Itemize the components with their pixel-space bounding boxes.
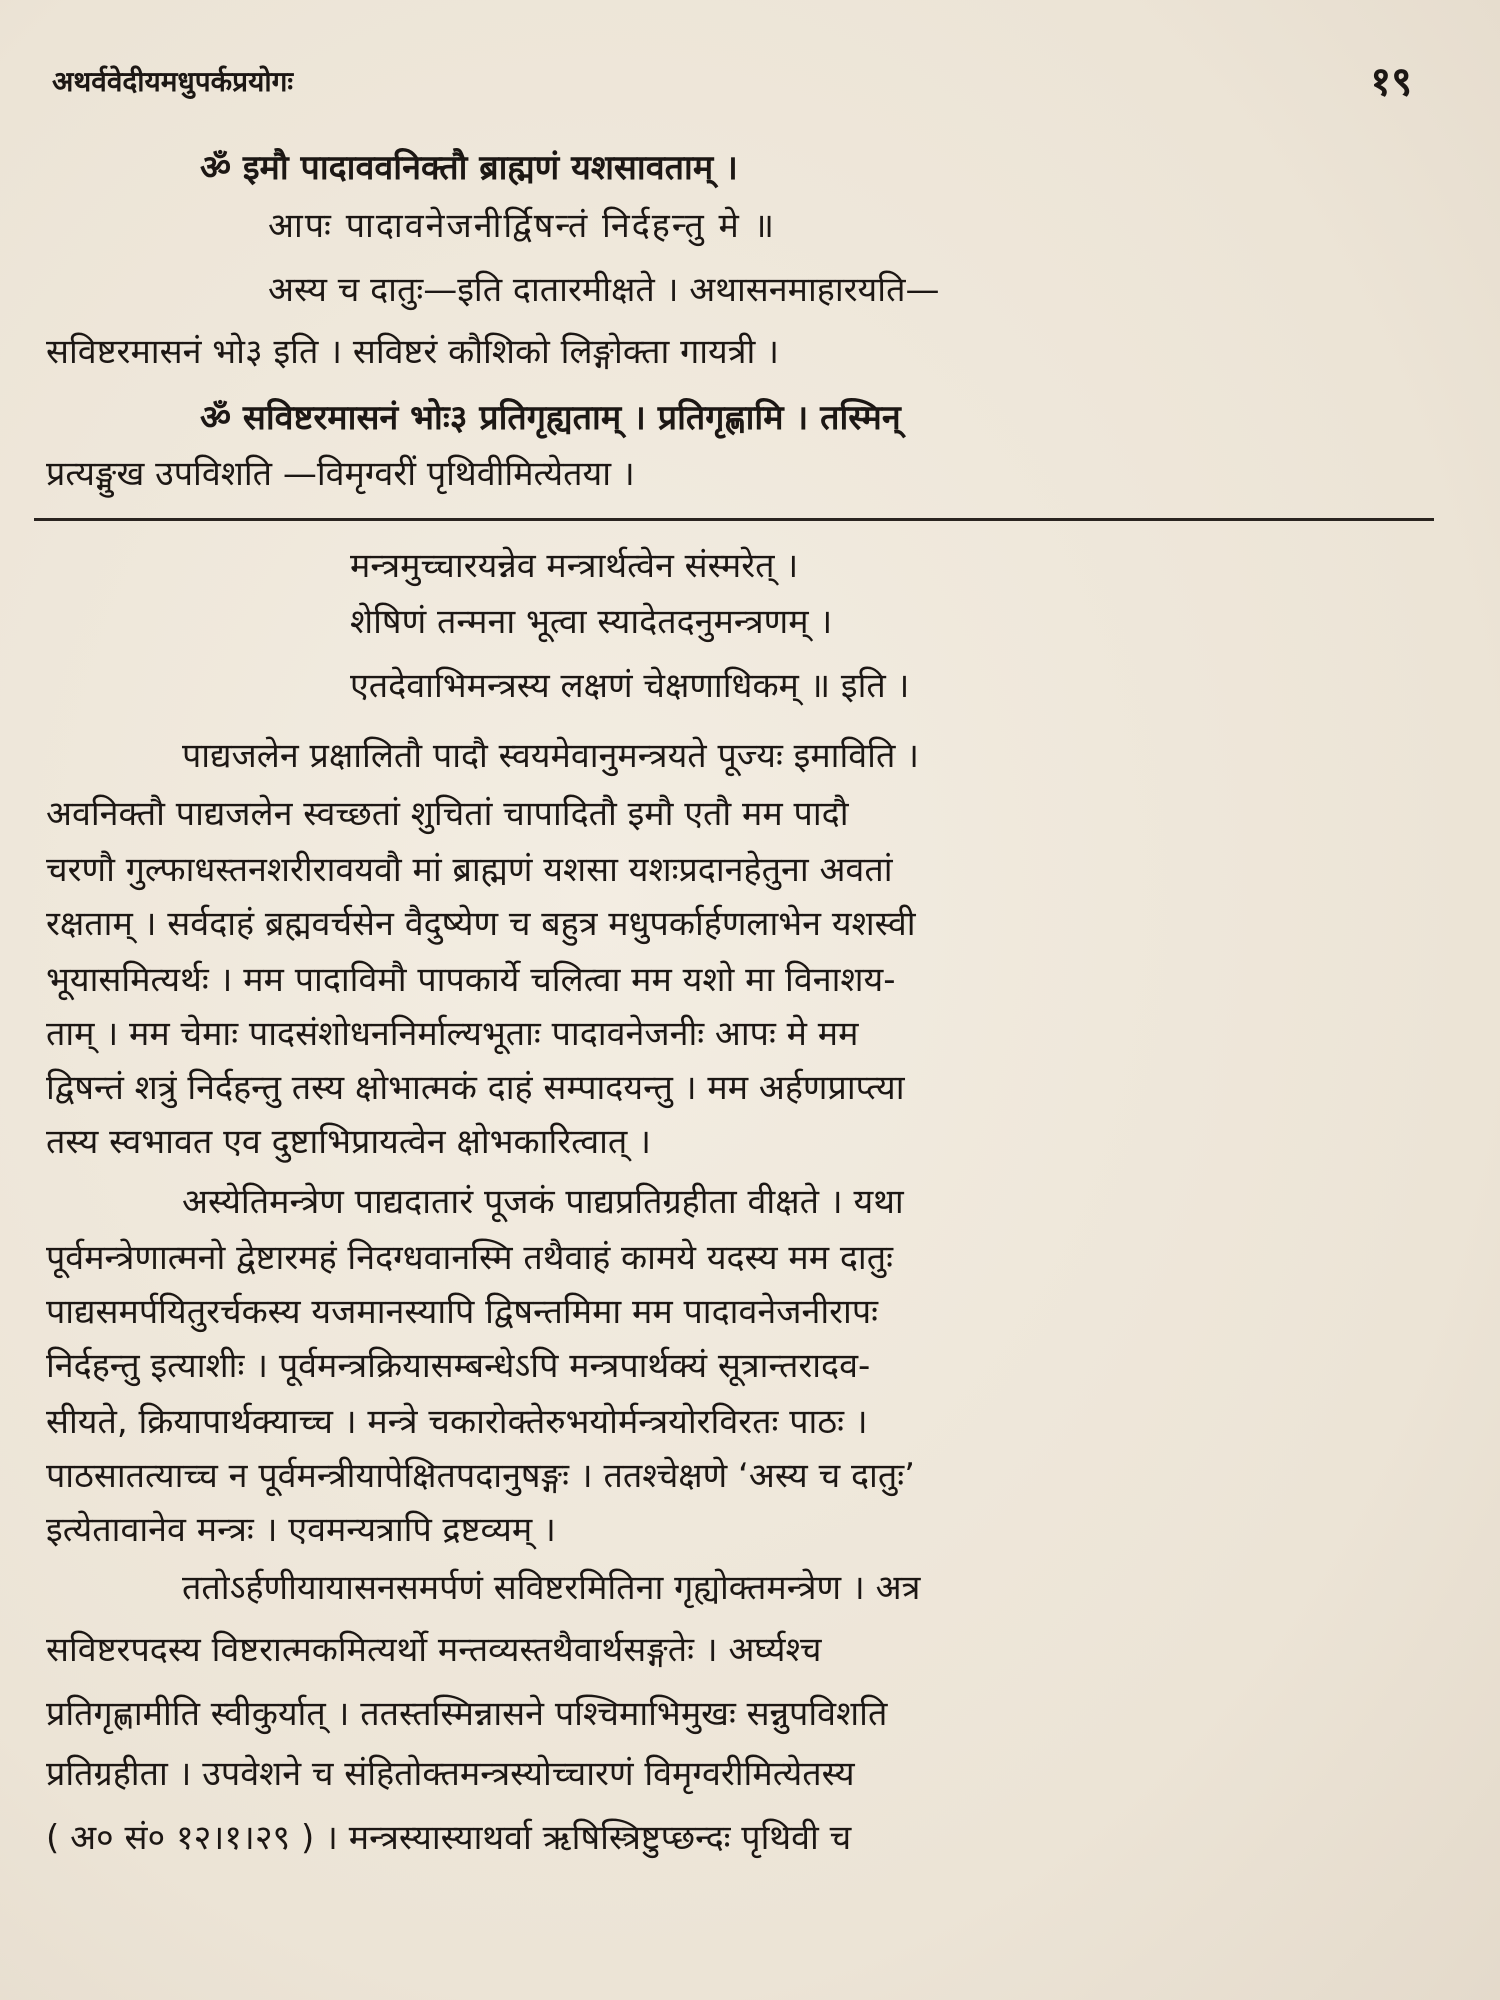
commentary-line: भूयासमित्यर्थः । मम पादाविमौ पापकार्ये चलित्वा मम यशो मा विनाशय- [46, 960, 896, 1000]
commentary-line: निर्दहन्तु इत्याशीः । पूर्वमन्त्रक्रियासम्बन्धेऽपि मन्त्रपार्थक्यं सूत्रान्तरादव- [46, 1346, 871, 1386]
commentary-line: पाठसातत्याच्च न पूर्वमन्त्रीयापेक्षितपदानुषङ्गः । ततश्चेक्षणे ‘अस्य च दातुः’ [46, 1456, 915, 1496]
commentary-line: रक्षताम् । सर्वदाहं ब्रह्मवर्चसेन वैदुष्येण च बहुत्र मधुपर्कार्हणलाभेन यशस्वी [46, 904, 916, 944]
commentary-line: पाद्यसमर्पयितुरर्चकस्य यजमानस्यापि द्विषन्तमिमा मम पादावनेजनीरापः [46, 1292, 879, 1332]
commentary-line: ताम् । मम चेमाः पादसंशोधननिर्माल्यभूताः पादावनेजनीः आपः मे मम [46, 1014, 859, 1054]
commentary-line: पाद्यजलेन प्रक्षालितौ पादौ स्वयमेवानुमन्त्रयते पूज्यः इमाविति । [182, 736, 920, 776]
section-divider [34, 518, 1434, 521]
mantra-line: आपः पादावनेजनीर्द्विषन्तं निर्दहन्तु मे ॥ [268, 206, 777, 246]
commentary-line: अस्येतिमन्त्रेण पाद्यदातारं पूजकं पाद्यप्रतिग्रहीता वीक्षते । यथा [182, 1182, 904, 1222]
verse-line: मन्त्रमुच्चारयन्नेव मन्त्रार्थत्वेन संस्मरेत् । [350, 546, 799, 586]
commentary-line: इत्येतावानेव मन्त्रः । एवमन्यत्रापि द्रष्टव्यम् । [46, 1510, 556, 1550]
mantra-line: सविष्टरमासनं भो३ इति । सविष्टरं कौशिको लिङ्गोक्ता गायत्री । [46, 332, 780, 372]
commentary-line: प्रतिग्रहीता । उपवेशने च संहितोक्तमन्त्रस्योच्चारणं विमृग्वरीमित्येतस्य [46, 1754, 855, 1794]
mantra-line: अस्य च दातुः—इति दातारमीक्षते । अथासनमाहारयति— [268, 270, 940, 310]
commentary-line: सीयते, क्रियापार्थक्याच्च । मन्त्रे चकारोक्तेरुभयोर्मन्त्रयोरविरतः पाठः । [46, 1402, 868, 1442]
mantra-line: प्रत्यङ्मुख उपविशति —विमृग्वरीं पृथिवीमित्येतया । [46, 454, 635, 494]
commentary-line: तस्य स्वभावत एव दुष्टाभिप्रायत्वेन क्षोभकारित्वात् । [46, 1122, 651, 1162]
commentary-line: ततोऽर्हणीयायासनसमर्पणं सविष्टरमितिना गृह्योक्तमन्त्रेण । अत्र [182, 1568, 921, 1608]
verse-line: एतदेवाभिमन्त्रस्य लक्षणं चेक्षणाधिकम् ॥ इति । [350, 666, 910, 706]
commentary-line: प्रतिगृह्णामीति स्वीकुर्यात् । ततस्तस्मिन्नासने पश्चिमाभिमुखः सन्नुपविशति [46, 1694, 888, 1734]
running-title: अथर्ववेदीयमधुपर्कप्रयोगः [52, 65, 293, 98]
mantra-line: ॐ इमौ पादाववनिक्तौ ब्राह्मणं यशसावताम् । [200, 148, 738, 188]
commentary-line: सविष्टरपदस्य विष्टरात्मकमित्यर्थो मन्तव्यस्तथैवार्थसङ्गतेः । अर्घ्यश्च [46, 1630, 822, 1670]
verse-line: शेषिणं तन्मना भूत्वा स्यादेतदनुमन्त्रणम् । [350, 602, 833, 642]
page-number: १९ [1370, 59, 1412, 105]
commentary-line: अवनिक्तौ पाद्यजलेन स्वच्छतां शुचितां चापादितौ इमौ एतौ मम पादौ [46, 794, 849, 834]
commentary-line: द्विषन्तं शत्रुं निर्दहन्तु तस्य क्षोभात्मकं दाहं सम्पादयन्तु । मम अर्हणप्राप्त्या [46, 1068, 905, 1108]
commentary-line: ( अ० सं० १२।१।२९ ) । मन्त्रस्यास्याथर्वा ऋषिस्त्रिष्टुप्छन्दः पृथिवी च [46, 1818, 852, 1858]
commentary-line: पूर्वमन्त्रेणात्मनो द्वेष्टारमहं निदग्धवानस्मि तथैवाहं कामये यदस्य मम दातुः [46, 1238, 893, 1278]
commentary-line: चरणौ गुल्फाधस्तनशरीरावयवौ मां ब्राह्मणं यशसा यशःप्रदानहेतुना अवतां [46, 850, 893, 890]
mantra-line: ॐ सविष्टरमासनं भोः३ प्रतिगृह्यताम् । प्रतिगृह्णामि । तस्मिन् [200, 398, 901, 438]
